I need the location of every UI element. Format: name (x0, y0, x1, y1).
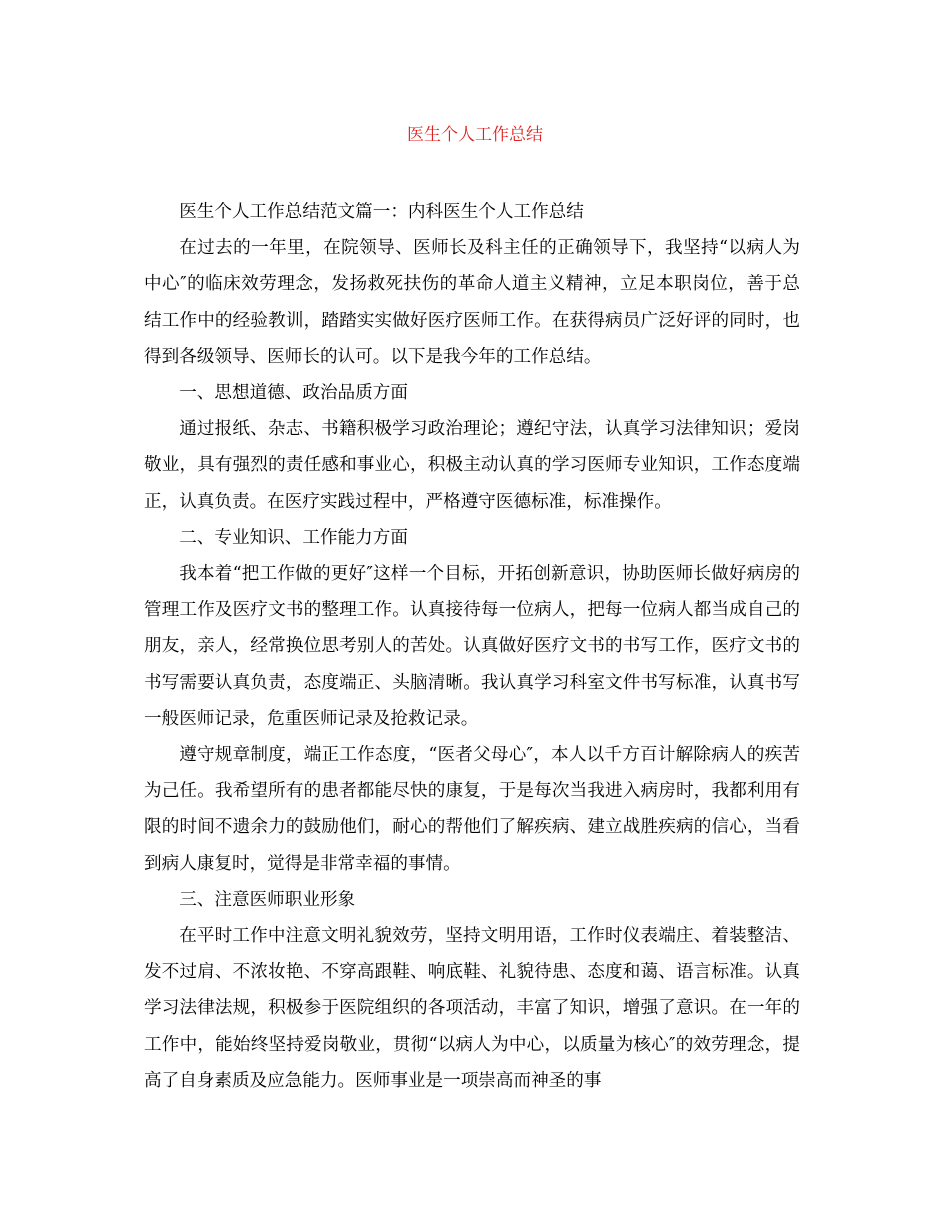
document-body (144, 194, 800, 1099)
section-heading-image: 三、注意医师职业形象 (179, 889, 356, 910)
paragraph-ethics: 通过报纸、杂志、书籍积极学习政治理论；遵纪守法，认真学习法律知识；爱岗敬业，具有强烈的责任感和事业心，积极主动认真的学习医师专业知识，工作态度端正，认真负责。在医疗实践过程中，严格遵守医德标准，标准操作。 (144, 419, 800, 512)
document-title: 医生个人工作总结 (407, 125, 543, 145)
section-heading-skills: 二、专业知识、工作能力方面 (179, 527, 408, 548)
paragraph-subtitle: 医生个人工作总结范文篇一：内科医生个人工作总结 (179, 202, 584, 222)
paragraph-intro: 在过去的一年里，在院领导、医师长及科主任的正确领导下，我坚持“以病人为中心″的临床效劳理念，发扬救死扶伤的革命人道主义精神，立足本职岗位，善于总结工作中的经验教训，踏踏实实做好医疗医师工作。在获得病员广泛好评的同时，也得到各级领导、医师长的认可。以下是我今年的工作总结。 (144, 238, 800, 367)
section-heading-ethics: 一、思想道德、政治品质方面 (179, 383, 408, 404)
paragraph-image: 在平时工作中注意文明礼貌效劳，坚持文明用语，工作时仪表端庄、着装整洁、发不过肩、不浓妆艳、不穿高跟鞋、响底鞋、礼貌待患、态度和蔼、语言标准。认真学习法律法规，积极参于医院组织的各项活动，丰富了知识，增强了意识。在一年的工作中，能始终坚持爱岗敬业，贯彻“以病人为中心，以质量为核心″的效劳理念，提高了自身素质及应急能力。医师事业是一项崇高而神圣的事 (144, 926, 800, 1091)
paragraph-rules: 遵守规章制度，端正工作态度，“医者父母心″，本人以千方百计解除病人的疾苦为己任。我希望所有的患者都能尽快的康复，于是每次当我进入病房时，我都利用有限的时间不遗余力的鼓励他们，耐心的帮他们了解疾病、建立战胜疾病的信心，当看到病人康复时，觉得是非常幸福的事情。 (144, 745, 800, 874)
paragraph-skills: 我本着“把工作做的更好″这样一个目标，开拓创新意识，协助医师长做好病房的管理工作及医疗文书的整理工作。认真接待每一位病人，把每一位病人都当成自己的朋友，亲人，经常换位思考别人的苦处。认真做好医疗文书的书写工作，医疗文书的书写需要认真负责，态度端正、头脑清晰。我认真学习科室文件书写标准，认真书写一般医师记录，危重医师记录及抢救记录。 (144, 564, 800, 729)
